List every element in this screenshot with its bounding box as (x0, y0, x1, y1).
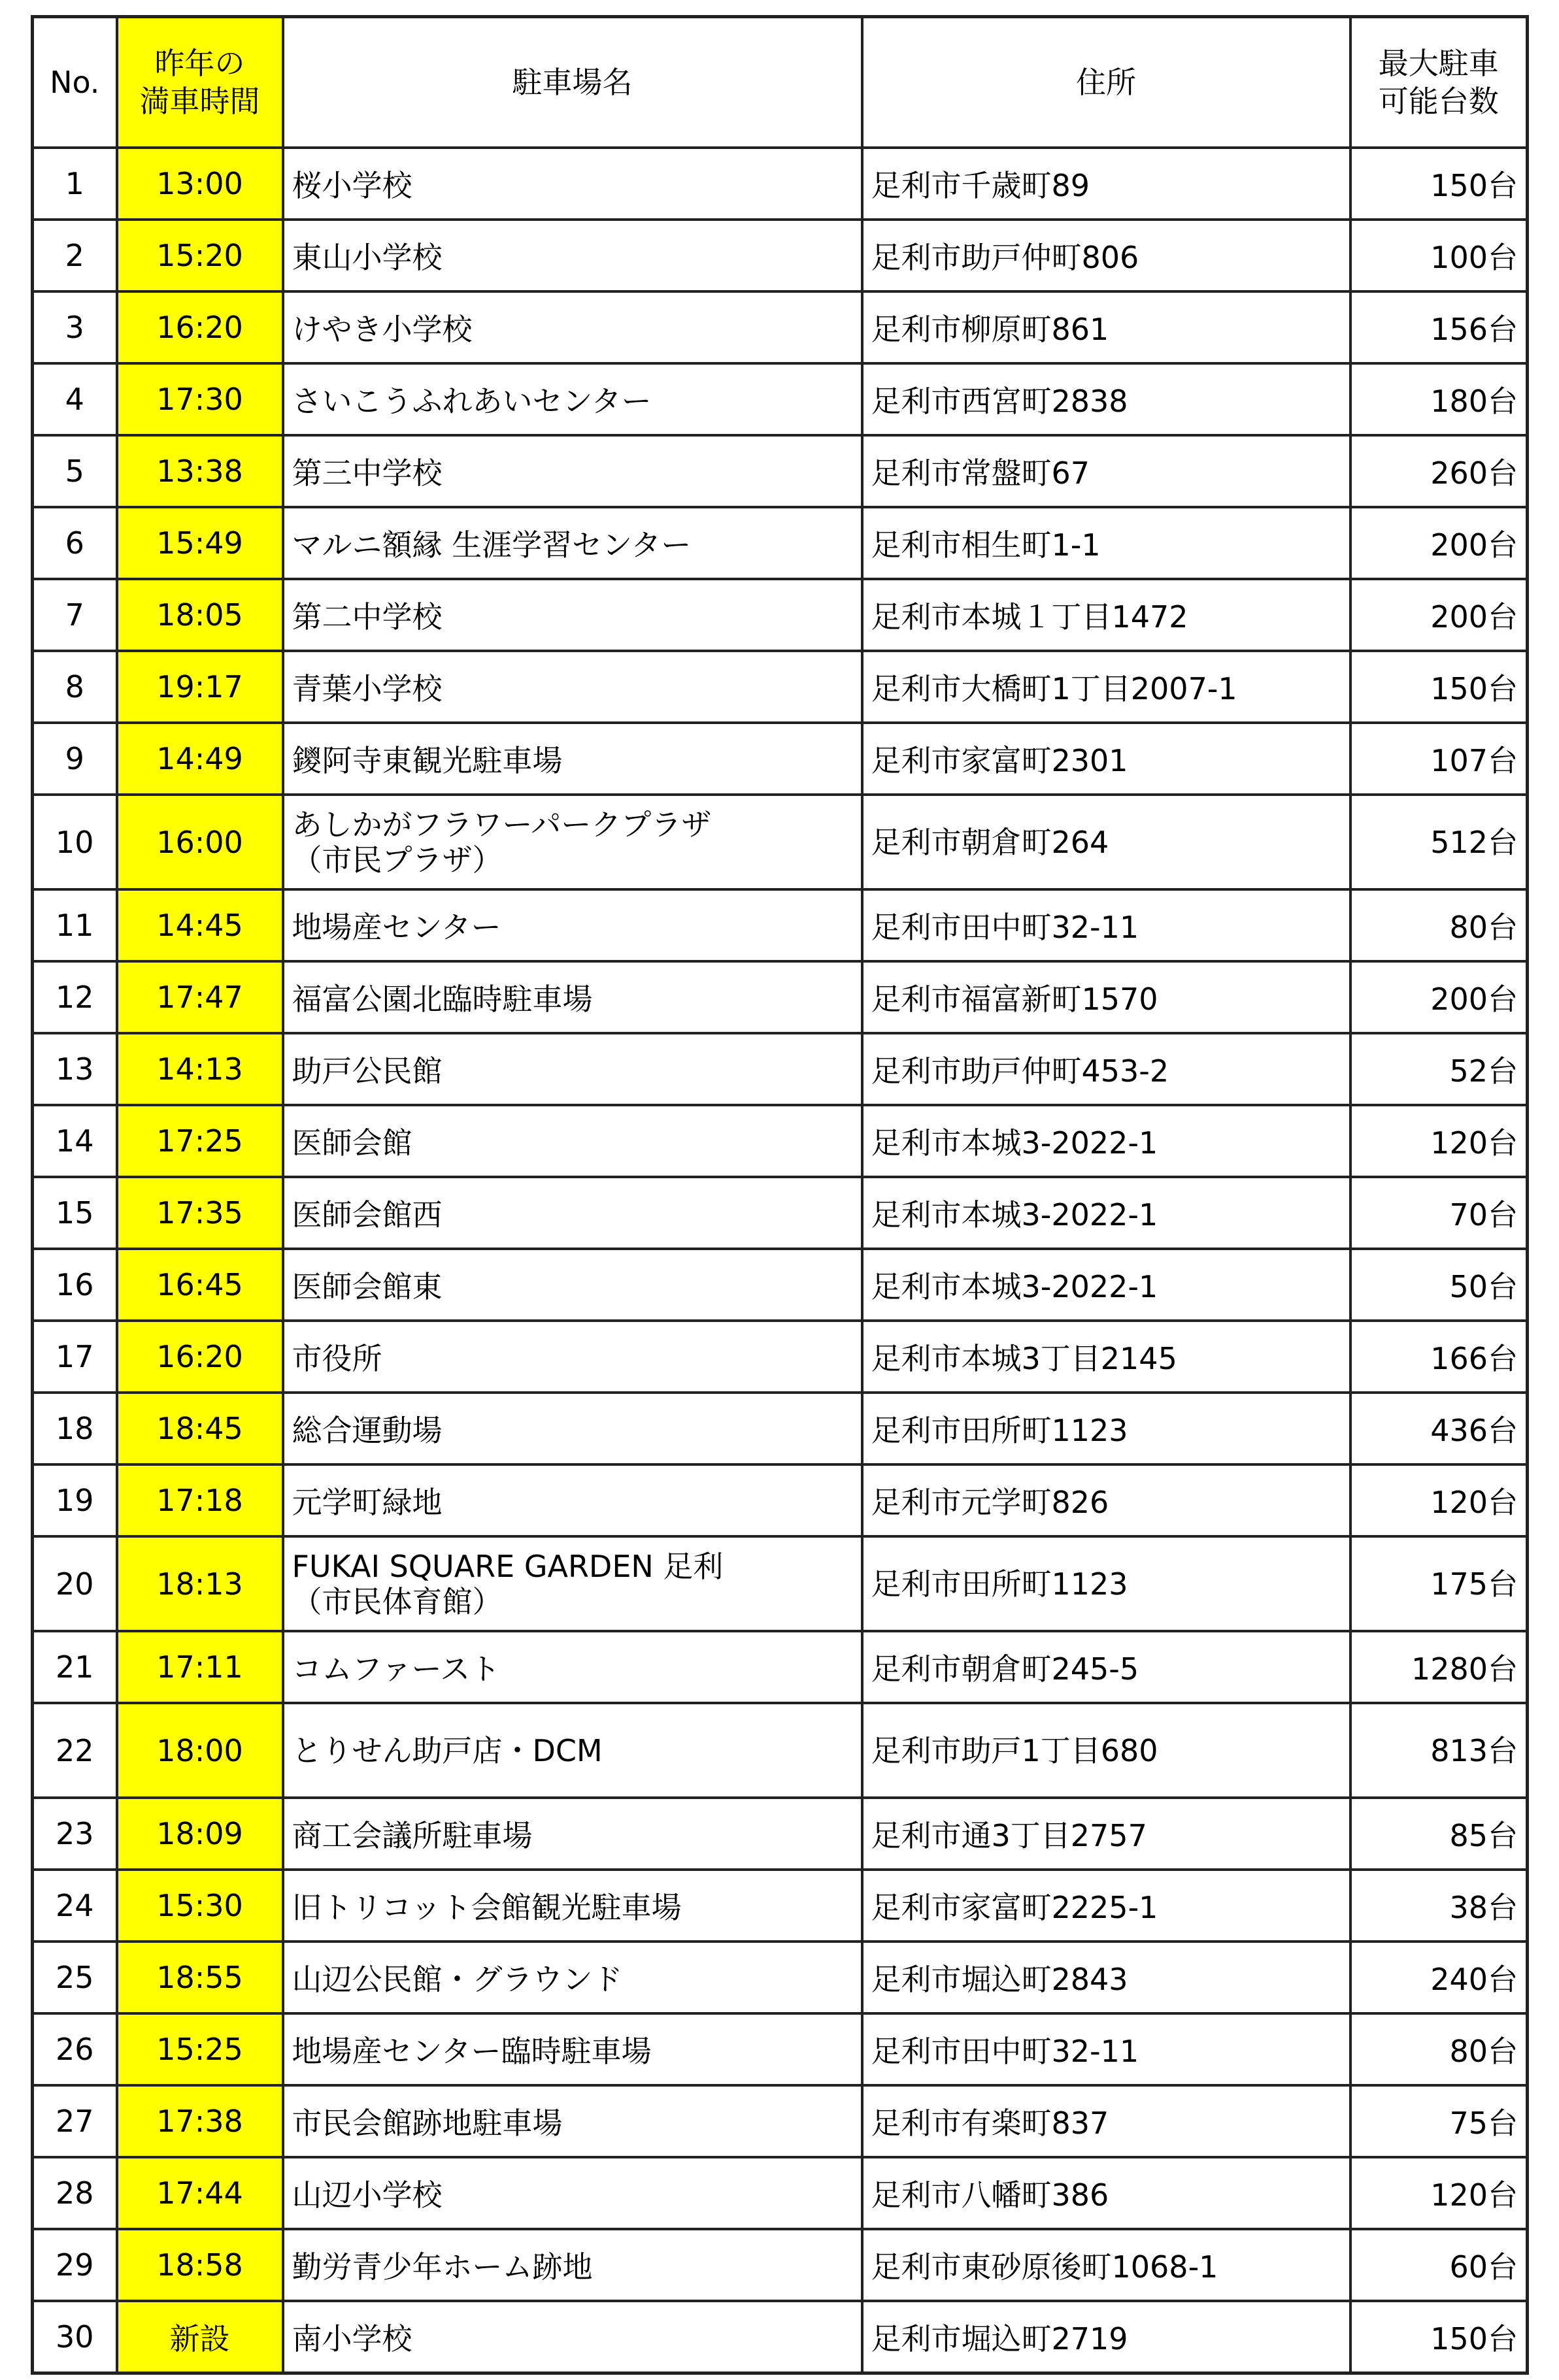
table-row (33, 1536, 1528, 1631)
table-row (33, 220, 1528, 291)
table-row (33, 507, 1528, 579)
address-cell: 足利市相生町1-1 (862, 507, 1350, 579)
header-parking-name: 駐車場名 (283, 17, 862, 148)
max-capacity-cell: 150台 (1350, 148, 1528, 220)
address-cell: 足利市元学町826 (862, 1464, 1350, 1536)
last-year-full-time-cell: 17:11 (117, 1631, 283, 1703)
address-cell: 足利市常盤町67 (862, 435, 1350, 507)
max-capacity-cell: 150台 (1350, 2301, 1528, 2373)
table-row (33, 435, 1528, 507)
header-max-capacity: 最大駐車 可能台数 (1350, 17, 1528, 148)
table-row (33, 795, 1528, 889)
row-number-cell: 1 (33, 148, 117, 220)
row-number-cell: 17 (33, 1321, 117, 1393)
max-capacity-cell: 240台 (1350, 1942, 1528, 2013)
table-row (33, 651, 1528, 723)
parking-name-cell: 医師会館西 (283, 1177, 862, 1249)
table-row (33, 2157, 1528, 2229)
parking-name-cell: 南小学校 (283, 2301, 862, 2373)
row-number-cell: 28 (33, 2157, 117, 2229)
last-year-full-time-cell: 15:25 (117, 2013, 283, 2085)
row-number-cell: 13 (33, 1033, 117, 1105)
last-year-full-time-cell: 18:45 (117, 1393, 283, 1464)
row-number-cell: 14 (33, 1105, 117, 1177)
max-capacity-cell: 200台 (1350, 961, 1528, 1033)
parking-name-cell: 医師会館 (283, 1105, 862, 1177)
table-row (33, 148, 1528, 220)
table-row (33, 2013, 1528, 2085)
header-no: No. (33, 17, 117, 148)
max-capacity-cell: 100台 (1350, 220, 1528, 291)
max-capacity-cell: 120台 (1350, 2157, 1528, 2229)
address-cell: 足利市助戸仲町806 (862, 220, 1350, 291)
parking-name-cell: 第三中学校 (283, 435, 862, 507)
last-year-full-time-cell: 13:38 (117, 435, 283, 507)
parking-name-cell: 助戸公民館 (283, 1033, 862, 1105)
parking-name-cell: 第二中学校 (283, 579, 862, 651)
last-year-full-time-cell: 15:49 (117, 507, 283, 579)
last-year-full-time-cell: 新設 (117, 2301, 283, 2373)
address-cell: 足利市八幡町386 (862, 2157, 1350, 2229)
parking-name-cell: 元学町緑地 (283, 1464, 862, 1536)
row-number-cell: 21 (33, 1631, 117, 1703)
table-row (33, 1942, 1528, 2013)
row-number-cell: 20 (33, 1536, 117, 1631)
table-row (33, 2301, 1528, 2373)
row-number-cell: 23 (33, 1798, 117, 1870)
row-number-cell: 22 (33, 1703, 117, 1798)
last-year-full-time-cell: 15:20 (117, 220, 283, 291)
row-number-cell: 29 (33, 2229, 117, 2301)
max-capacity-cell: 200台 (1350, 507, 1528, 579)
parking-name-cell: 総合運動場 (283, 1393, 862, 1464)
row-number-cell: 7 (33, 579, 117, 651)
last-year-full-time-cell: 16:00 (117, 795, 283, 889)
last-year-full-time-cell: 16:20 (117, 291, 283, 363)
table-row (33, 889, 1528, 961)
address-cell: 足利市田所町1123 (862, 1536, 1350, 1631)
last-year-full-time-cell: 14:45 (117, 889, 283, 961)
header-row (33, 17, 1528, 148)
address-cell: 足利市千歳町89 (862, 148, 1350, 220)
table-row (33, 291, 1528, 363)
row-number-cell: 27 (33, 2085, 117, 2157)
address-cell: 足利市本城3-2022-1 (862, 1249, 1350, 1321)
last-year-full-time-cell: 14:49 (117, 723, 283, 795)
max-capacity-cell: 436台 (1350, 1393, 1528, 1464)
max-capacity-cell: 166台 (1350, 1321, 1528, 1393)
table-row (33, 1631, 1528, 1703)
parking-name-cell: あしかがフラワーパークプラザ （市民プラザ） (283, 795, 862, 889)
address-cell: 足利市本城3-2022-1 (862, 1105, 1350, 1177)
header-address: 住所 (862, 17, 1350, 148)
max-capacity-cell: 107台 (1350, 723, 1528, 795)
row-number-cell: 19 (33, 1464, 117, 1536)
address-cell: 足利市本城１丁目1472 (862, 579, 1350, 651)
row-number-cell: 18 (33, 1393, 117, 1464)
address-cell: 足利市大橋町1丁目2007-1 (862, 651, 1350, 723)
max-capacity-cell: 156台 (1350, 291, 1528, 363)
table-row (33, 1703, 1528, 1798)
address-cell: 足利市田中町32-11 (862, 889, 1350, 961)
last-year-full-time-cell: 15:30 (117, 1870, 283, 1942)
address-cell: 足利市柳原町861 (862, 291, 1350, 363)
max-capacity-cell: 52台 (1350, 1033, 1528, 1105)
address-cell: 足利市本城3丁目2145 (862, 1321, 1350, 1393)
table-row (33, 1249, 1528, 1321)
row-number-cell: 9 (33, 723, 117, 795)
row-number-cell: 4 (33, 363, 117, 435)
parking-name-cell: 東山小学校 (283, 220, 862, 291)
parking-name-cell: マルニ額縁 生涯学習センター (283, 507, 862, 579)
last-year-full-time-cell: 16:20 (117, 1321, 283, 1393)
last-year-full-time-cell: 17:18 (117, 1464, 283, 1536)
address-cell: 足利市朝倉町245-5 (862, 1631, 1350, 1703)
max-capacity-cell: 80台 (1350, 889, 1528, 961)
address-cell: 足利市家富町2225-1 (862, 1870, 1350, 1942)
max-capacity-cell: 120台 (1350, 1464, 1528, 1536)
parking-name-cell: 商工会議所駐車場 (283, 1798, 862, 1870)
table-row (33, 363, 1528, 435)
parking-name-cell: とりせん助戸店・DCM (283, 1703, 862, 1798)
row-number-cell: 3 (33, 291, 117, 363)
max-capacity-cell: 80台 (1350, 2013, 1528, 2085)
last-year-full-time-cell: 18:58 (117, 2229, 283, 2301)
max-capacity-cell: 38台 (1350, 1870, 1528, 1942)
last-year-full-time-cell: 18:55 (117, 1942, 283, 2013)
row-number-cell: 15 (33, 1177, 117, 1249)
max-capacity-cell: 70台 (1350, 1177, 1528, 1249)
row-number-cell: 8 (33, 651, 117, 723)
last-year-full-time-cell: 17:30 (117, 363, 283, 435)
parking-name-cell: 市役所 (283, 1321, 862, 1393)
parking-lot-table (31, 15, 1529, 2375)
max-capacity-cell: 75台 (1350, 2085, 1528, 2157)
row-number-cell: 2 (33, 220, 117, 291)
parking-name-cell: 地場産センター (283, 889, 862, 961)
row-number-cell: 25 (33, 1942, 117, 2013)
address-cell: 足利市田中町32-11 (862, 2013, 1350, 2085)
last-year-full-time-cell: 17:44 (117, 2157, 283, 2229)
row-number-cell: 30 (33, 2301, 117, 2373)
last-year-full-time-cell: 17:35 (117, 1177, 283, 1249)
table-row (33, 1177, 1528, 1249)
last-year-full-time-cell: 17:47 (117, 961, 283, 1033)
table-row (33, 961, 1528, 1033)
address-cell: 足利市堀込町2719 (862, 2301, 1350, 2373)
table-row (33, 1798, 1528, 1870)
last-year-full-time-cell: 17:38 (117, 2085, 283, 2157)
address-cell: 足利市東砂原後町1068-1 (862, 2229, 1350, 2301)
max-capacity-cell: 175台 (1350, 1536, 1528, 1631)
parking-name-cell: 勤労青少年ホーム跡地 (283, 2229, 862, 2301)
row-number-cell: 12 (33, 961, 117, 1033)
address-cell: 足利市西宮町2838 (862, 363, 1350, 435)
address-cell: 足利市堀込町2843 (862, 1942, 1350, 2013)
table-row (33, 723, 1528, 795)
max-capacity-cell: 85台 (1350, 1798, 1528, 1870)
row-number-cell: 5 (33, 435, 117, 507)
table-row (33, 579, 1528, 651)
parking-name-cell: 福富公園北臨時駐車場 (283, 961, 862, 1033)
parking-name-cell: さいこうふれあいセンター (283, 363, 862, 435)
max-capacity-cell: 50台 (1350, 1249, 1528, 1321)
max-capacity-cell: 813台 (1350, 1703, 1528, 1798)
header-last-year-full-time: 昨年の 満車時間 (117, 17, 283, 148)
parking-name-cell: けやき小学校 (283, 291, 862, 363)
last-year-full-time-cell: 18:05 (117, 579, 283, 651)
row-number-cell: 6 (33, 507, 117, 579)
parking-name-cell: FUKAI SQUARE GARDEN 足利 （市民体育館） (283, 1536, 862, 1631)
max-capacity-cell: 512台 (1350, 795, 1528, 889)
max-capacity-cell: 60台 (1350, 2229, 1528, 2301)
last-year-full-time-cell: 18:13 (117, 1536, 283, 1631)
row-number-cell: 10 (33, 795, 117, 889)
last-year-full-time-cell: 16:45 (117, 1249, 283, 1321)
address-cell: 足利市助戸1丁目680 (862, 1703, 1350, 1798)
table-row (33, 1105, 1528, 1177)
last-year-full-time-cell: 17:25 (117, 1105, 283, 1177)
table-row (33, 1870, 1528, 1942)
address-cell: 足利市福富新町1570 (862, 961, 1350, 1033)
last-year-full-time-cell: 13:00 (117, 148, 283, 220)
last-year-full-time-cell: 18:09 (117, 1798, 283, 1870)
address-cell: 足利市助戸仲町453-2 (862, 1033, 1350, 1105)
table-row (33, 1321, 1528, 1393)
max-capacity-cell: 150台 (1350, 651, 1528, 723)
max-capacity-cell: 120台 (1350, 1105, 1528, 1177)
max-capacity-cell: 200台 (1350, 579, 1528, 651)
parking-name-cell: 医師会館東 (283, 1249, 862, 1321)
max-capacity-cell: 1280台 (1350, 1631, 1528, 1703)
address-cell: 足利市有楽町837 (862, 2085, 1350, 2157)
max-capacity-cell: 180台 (1350, 363, 1528, 435)
row-number-cell: 24 (33, 1870, 117, 1942)
row-number-cell: 26 (33, 2013, 117, 2085)
parking-name-cell: 鑁阿寺東観光駐車場 (283, 723, 862, 795)
last-year-full-time-cell: 19:17 (117, 651, 283, 723)
parking-name-cell: 市民会館跡地駐車場 (283, 2085, 862, 2157)
address-cell: 足利市朝倉町264 (862, 795, 1350, 889)
table-row (33, 1033, 1528, 1105)
address-cell: 足利市田所町1123 (862, 1393, 1350, 1464)
max-capacity-cell: 260台 (1350, 435, 1528, 507)
address-cell: 足利市本城3-2022-1 (862, 1177, 1350, 1249)
row-number-cell: 11 (33, 889, 117, 961)
table-row (33, 1393, 1528, 1464)
address-cell: 足利市家富町2301 (862, 723, 1350, 795)
parking-name-cell: 青葉小学校 (283, 651, 862, 723)
parking-name-cell: 桜小学校 (283, 148, 862, 220)
table-row (33, 2229, 1528, 2301)
parking-name-cell: 地場産センター臨時駐車場 (283, 2013, 862, 2085)
last-year-full-time-cell: 18:00 (117, 1703, 283, 1798)
parking-name-cell: 旧トリコット会館観光駐車場 (283, 1870, 862, 1942)
address-cell: 足利市通3丁目2757 (862, 1798, 1350, 1870)
parking-name-cell: 山辺小学校 (283, 2157, 862, 2229)
table-row (33, 2085, 1528, 2157)
row-number-cell: 16 (33, 1249, 117, 1321)
table-row (33, 1464, 1528, 1536)
parking-name-cell: コムファースト (283, 1631, 862, 1703)
parking-name-cell: 山辺公民館・グラウンド (283, 1942, 862, 2013)
last-year-full-time-cell: 14:13 (117, 1033, 283, 1105)
